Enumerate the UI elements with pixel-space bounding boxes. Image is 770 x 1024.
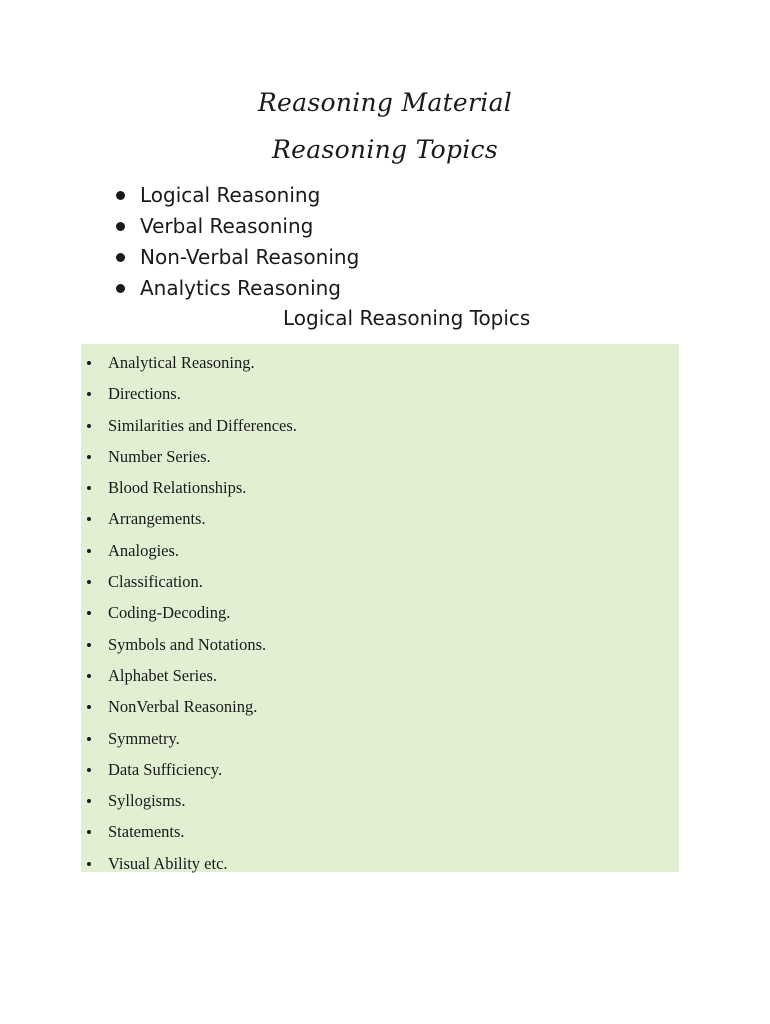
bullet-icon <box>116 253 125 262</box>
bullet-icon <box>87 486 91 490</box>
list-item-label: Non-Verbal Reasoning <box>140 245 360 269</box>
bullet-icon <box>87 361 91 365</box>
list-item <box>81 472 679 503</box>
list-item-label: Coding-Decoding. <box>108 603 231 623</box>
bullet-icon <box>87 549 91 553</box>
list-item <box>81 410 679 441</box>
bullet-icon <box>87 862 91 866</box>
list-item <box>112 211 359 242</box>
list-item-label: Logical Reasoning <box>140 183 321 207</box>
bullet-icon <box>87 611 91 615</box>
list-item <box>81 816 679 847</box>
list-item-label: Data Sufficiency. <box>108 759 223 779</box>
list-item-label: Alphabet Series. <box>108 665 218 685</box>
list-item-label: Directions. <box>108 384 181 404</box>
bullet-icon <box>116 222 125 231</box>
list-item-label: Classification. <box>108 572 203 592</box>
bullet-icon <box>87 737 91 741</box>
bullet-icon <box>116 284 125 293</box>
list-item <box>81 691 679 722</box>
list-item-label: Similarities and Differences. <box>108 415 297 435</box>
list-item <box>81 597 679 628</box>
list-item-label: Analogies. <box>108 540 180 560</box>
list-item <box>81 441 679 472</box>
list-item <box>81 347 679 378</box>
list-item-label: Blood Relationships. <box>108 478 247 498</box>
bullet-icon <box>87 674 91 678</box>
document-title: Reasoning Material <box>257 88 513 117</box>
list-item <box>112 180 359 211</box>
list-item <box>112 273 359 304</box>
reasoning-topics-list <box>112 180 359 304</box>
list-item <box>81 629 679 660</box>
list-item-label: Statements. <box>108 822 185 842</box>
list-item <box>81 535 679 566</box>
list-item-label: Symbols and Notations. <box>108 634 267 654</box>
bullet-icon <box>87 392 91 396</box>
list-item-label: Visual Ability etc. <box>108 853 228 873</box>
bullet-icon <box>87 455 91 459</box>
bullet-icon <box>87 580 91 584</box>
bullet-icon <box>116 191 125 200</box>
bullet-icon <box>87 424 91 428</box>
list-item <box>81 723 679 754</box>
list-item <box>81 754 679 785</box>
bullet-icon <box>87 768 91 772</box>
list-item-label: Analytical Reasoning. <box>108 353 255 372</box>
bullet-icon <box>87 517 91 521</box>
list-item <box>81 378 679 409</box>
list-item-label: Syllogisms. <box>108 791 186 811</box>
document-subtitle: Reasoning Topics <box>272 135 498 164</box>
list-item-label: NonVerbal Reasoning. <box>108 697 258 717</box>
bullet-icon <box>87 643 91 647</box>
list-item <box>81 566 679 597</box>
bullet-icon <box>87 799 91 803</box>
bullet-icon <box>87 705 91 709</box>
list-item-label: Number Series. <box>108 446 211 466</box>
list-item <box>81 660 679 691</box>
list-item-label: Verbal Reasoning <box>140 214 314 238</box>
list-item <box>112 242 359 273</box>
logical-topics-box <box>81 344 679 872</box>
logical-topics-list <box>81 344 679 879</box>
list-item-label: Symmetry. <box>108 728 180 748</box>
bullet-icon <box>87 830 91 834</box>
list-item <box>81 503 679 534</box>
section-heading: Logical Reasoning Topics <box>283 306 531 330</box>
list-item-label: Arrangements. <box>108 509 206 529</box>
list-item <box>81 848 679 879</box>
list-item-label: Analytics Reasoning <box>140 276 341 300</box>
list-item <box>81 785 679 816</box>
